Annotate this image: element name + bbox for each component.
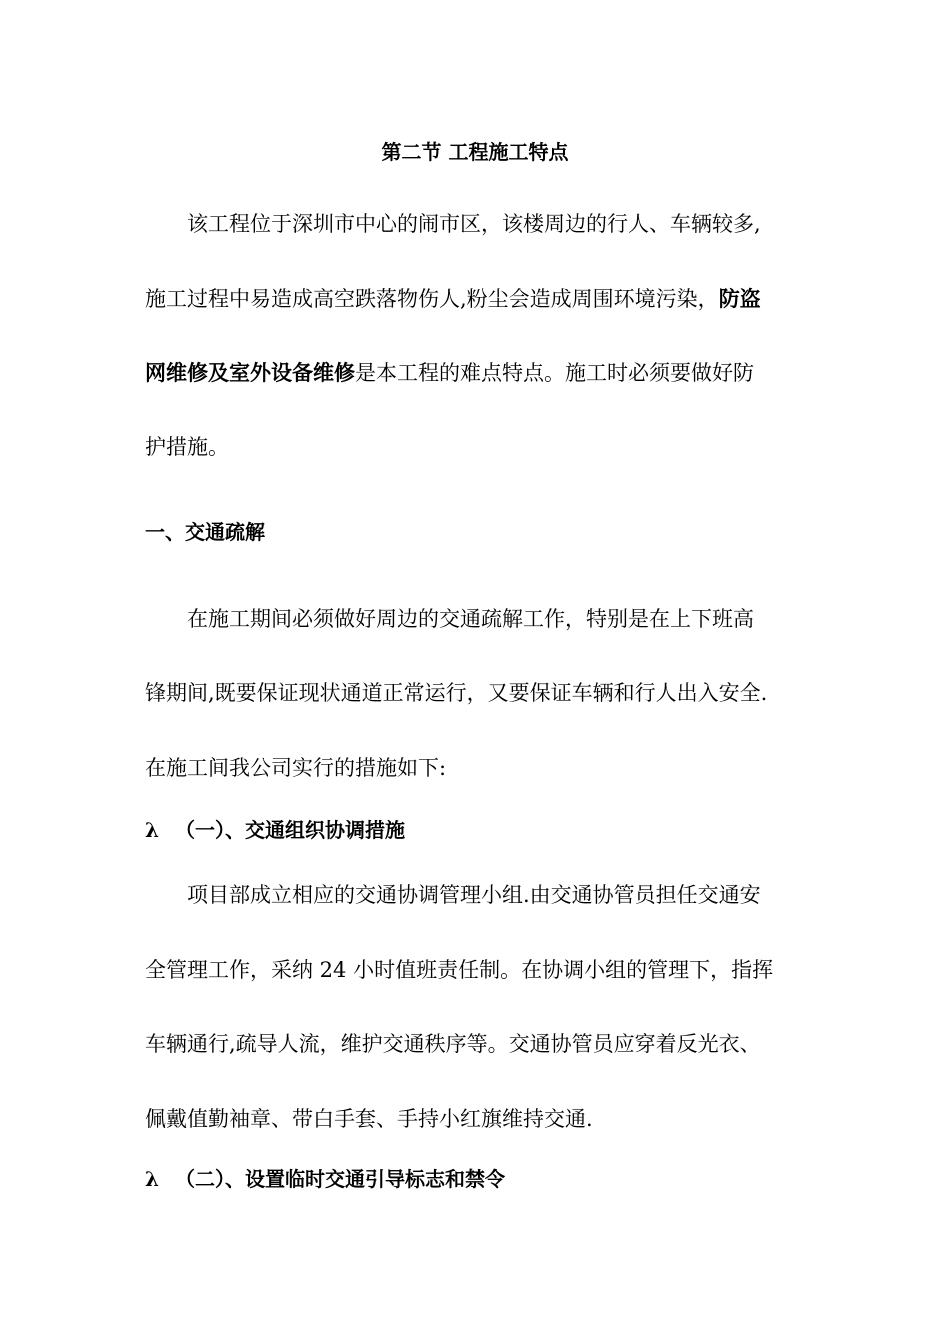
paragraph-line: 锋期间,既要保证现状通道正常运行，又要保证车辆和行人出入安全. [145,681,768,705]
paragraph-line [145,284,761,314]
text-span: 是本工程的难点特点。施工时必须要做好防 [355,361,754,385]
paragraph-line [145,358,754,388]
bold-text-span: 网维修及室外设备维修 [145,361,355,385]
paragraph-line: 该工程位于深圳市中心的闹市区，该楼周边的行人、车辆较多, [187,212,761,236]
bullet-icon: λ [145,1167,160,1191]
paragraph-line: 项目部成立相应的交通协调管理小组.由交通协管员担任交通安 [187,883,761,907]
bold-text-span: 防盗 [718,287,761,311]
bullet-icon: λ [145,818,160,842]
paragraph-line: 护措施。 [145,435,229,459]
paragraph-line: 全管理工作，采纳 24 小时值班责任制。在协调小组的管理下，指挥 [145,958,774,982]
paragraph-line: 车辆通行,疏导人流，维护交通秩序等。交通协管员应穿着反光衣、 [145,1032,761,1056]
page-title: 第二节 工程施工特点 [381,140,569,164]
subsection-heading-text: （一）、交通组织协调措施 [175,818,405,842]
paragraph-line: 在施工间我公司实行的措施如下: [145,756,447,780]
subsection-heading-text: （二）、设置临时交通引导标志和禁令 [175,1167,505,1191]
subsection-heading [145,1164,505,1194]
section-heading: 一、交通疏解 [145,520,265,544]
paragraph-line: 在施工期间必须做好周边的交通疏解工作，特别是在上下班高 [187,607,754,631]
subsection-heading [145,815,405,845]
text-span: 施工过程中易造成高空跌落物伤人,粉尘会造成周围环境污染， [145,287,719,311]
paragraph-line: 佩戴值勤袖章、带白手套、手持小红旗维持交通. [145,1107,593,1131]
